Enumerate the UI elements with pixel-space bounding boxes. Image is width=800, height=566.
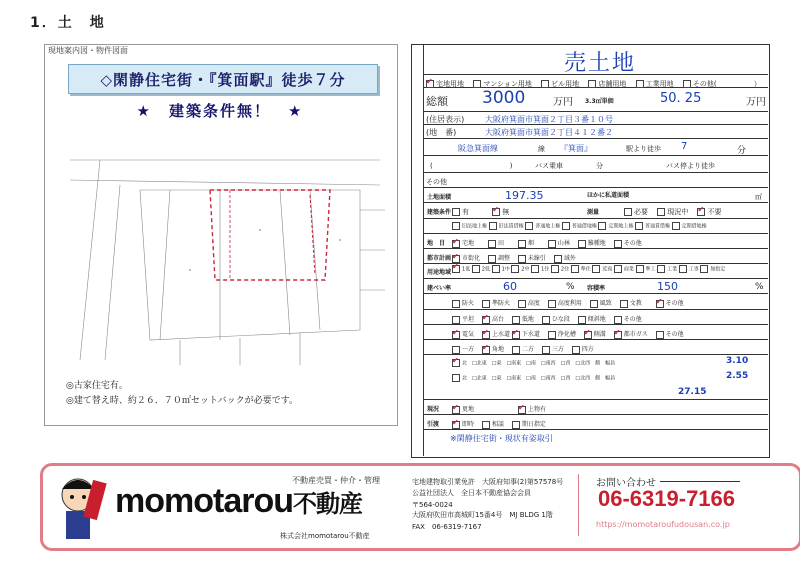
survey-options	[624, 207, 721, 217]
price-label: 総額	[426, 95, 448, 108]
bus-minutes: 分	[596, 162, 603, 170]
delivery-label: 引渡	[427, 421, 440, 428]
price-unit: 万円	[553, 97, 573, 108]
map-panel-label: 現地案内図・物件図面	[48, 46, 128, 55]
usage-other[interactable]: その他(	[692, 80, 717, 88]
road1-width: 3.10	[726, 356, 749, 366]
usage-mansion[interactable]: マンション用地	[483, 80, 532, 88]
survey-not-required[interactable]: 不要	[707, 208, 722, 216]
company-name: 株式会社momotarou不動産	[280, 532, 370, 540]
bus-ride: バス乗車	[535, 162, 563, 170]
usage-residential[interactable]: 宅地用地	[436, 80, 464, 88]
address-value: 大阪府箕面市箕面２丁目３番１０号	[485, 115, 613, 124]
website-link[interactable]: https://momotaroufudousan.co.jp	[596, 520, 730, 529]
walk-label: 駅より徒歩	[626, 145, 661, 153]
train-line: 阪急箕面線	[458, 144, 498, 153]
setback-value: 27.15	[678, 387, 707, 397]
other-label: その他	[426, 178, 447, 186]
current-label: 現況	[427, 406, 440, 413]
lot-value: 大阪府箕面市箕面２丁目４１２番２	[485, 128, 613, 137]
sheet-label-column	[411, 44, 424, 456]
land-options: ✔ 宅地 田 畑 山林 雑種地 その他	[452, 238, 642, 248]
far-unit: %	[755, 282, 764, 292]
sheet-title: 売土地	[563, 51, 636, 76]
zone-label: 用途地域	[427, 269, 452, 276]
remarks: ※閑静住宅街・現状有姿取引	[450, 434, 553, 443]
usage-row	[426, 79, 761, 89]
contact-label: お問い合わせ	[596, 478, 656, 489]
far-label: 容積率	[587, 285, 606, 292]
far-value: 150	[657, 280, 678, 293]
address-label: (住居表示)	[426, 115, 465, 124]
zip: 〒564-0024	[412, 501, 453, 509]
survey-label: 測量	[587, 209, 600, 216]
walk-minutes: 7	[681, 141, 688, 152]
train-line-suffix: 線	[538, 145, 545, 153]
price-value: 3000	[482, 88, 526, 108]
survey-current[interactable]: 現況中	[667, 208, 689, 216]
other-law-options: 防火 準防火 高度 高度利用 風致 文教 ✔ その他	[452, 298, 684, 308]
fax: FAX 06-6319-7167	[412, 523, 482, 531]
note-setback: ◎建て替え時、約２６．７０㎡セットバックが必要です。	[66, 396, 298, 406]
lot-label: (地 番)	[426, 128, 457, 137]
footer-tagline: 不動産売買・仲介・管理	[292, 476, 380, 485]
section-heading: 1．土 地	[30, 15, 106, 31]
terrain-options: 平坦 ✔ 高台 低地 ひな段 傾斜地 その他	[452, 314, 642, 324]
bcr-label: 建ぺい率	[427, 285, 452, 292]
road-options: 一方 ✔ 角地 二方 三方 四方	[452, 344, 594, 354]
usage-other-close: ）	[753, 80, 761, 88]
license: 宅地建物取引業免許 大阪府知事(2)第57578号	[412, 478, 564, 486]
city-label: 都市計画	[427, 255, 452, 262]
usage-building[interactable]: ビル用地	[551, 80, 580, 88]
tsubo-value: 50. 25	[660, 91, 702, 106]
road1-direction: ✔北 □北東 □東 □南東 □南 □南西 □西 □北西 側 幅員	[452, 359, 615, 367]
road2-direction: 北 □北東 □東 □南東 □南 □南西 □西 □北西 側 幅員	[452, 374, 615, 382]
road2-width: 2.55	[726, 371, 749, 381]
shared-road-label: ほかに私道面積	[587, 192, 630, 199]
tsubo-unit: 万円	[746, 97, 766, 108]
cond-no[interactable]: 無	[502, 208, 510, 216]
address: 大阪府吹田市高城町15番4号 MJ BLDG 1階	[412, 511, 553, 519]
area-label: 土地面積	[427, 194, 452, 201]
bus-walk: バス停より徒歩	[666, 162, 715, 170]
cond-label: 建築条件	[427, 209, 452, 216]
city-options: ✔ 市街化 調整 未線引 域外	[452, 253, 576, 263]
walk-unit: 分	[737, 146, 747, 156]
station-name: 『箕面』	[560, 144, 592, 153]
note-existing-house: ◎古家住宅有。	[66, 381, 128, 391]
area-value: 197.35	[505, 189, 544, 202]
cond-options	[452, 207, 509, 217]
property-sheet	[411, 44, 770, 458]
momotaro-mascot-icon	[48, 467, 108, 543]
association: 公益社団法人 全日本不動産協会会員	[412, 489, 531, 497]
bus-open: ( )	[430, 162, 513, 170]
company-logo: momotarou不動産	[115, 482, 362, 520]
usage-industrial[interactable]: 工業用地	[645, 80, 674, 88]
tsubo-label: 3.3㎡単価	[585, 98, 614, 105]
site-plan-map	[60, 130, 390, 370]
phone-number[interactable]: 06-6319-7166	[598, 486, 736, 511]
condition-subtitle: ★ 建築条件無！ ★	[136, 102, 304, 120]
bcr-value: 60	[503, 280, 517, 293]
usage-store[interactable]: 店舗用地	[598, 80, 627, 88]
survey-required[interactable]: 必要	[634, 208, 648, 216]
facility-options: ✔電気 ✔ 上水道 ✔ 下水道 浄化槽 ✔ 側溝 ✔ 都市ガス その他	[452, 329, 684, 339]
land-label: 地 目	[427, 240, 446, 247]
area-unit: ㎡	[755, 193, 762, 201]
bcr-unit: %	[566, 282, 575, 292]
zone-options: ✔ 1低 2低 1中 2中 1住 2住 準住 近商 商業 準工 工業 工専 無指定	[452, 265, 725, 273]
rights-options: 旧法地上権 旧法賃借権 普通地上権 普通借地権 定期地上権 普通賃借権 定期借地権	[452, 222, 707, 230]
headline-banner: ◇閑静住宅街・『箕面駅』徒歩７分	[68, 64, 378, 94]
delivery-options: ✔即時 相談 期日指定	[452, 419, 546, 429]
current-options: ✔ 更地 ✔ 上物有	[452, 404, 546, 414]
cond-yes[interactable]: 有	[462, 208, 469, 216]
